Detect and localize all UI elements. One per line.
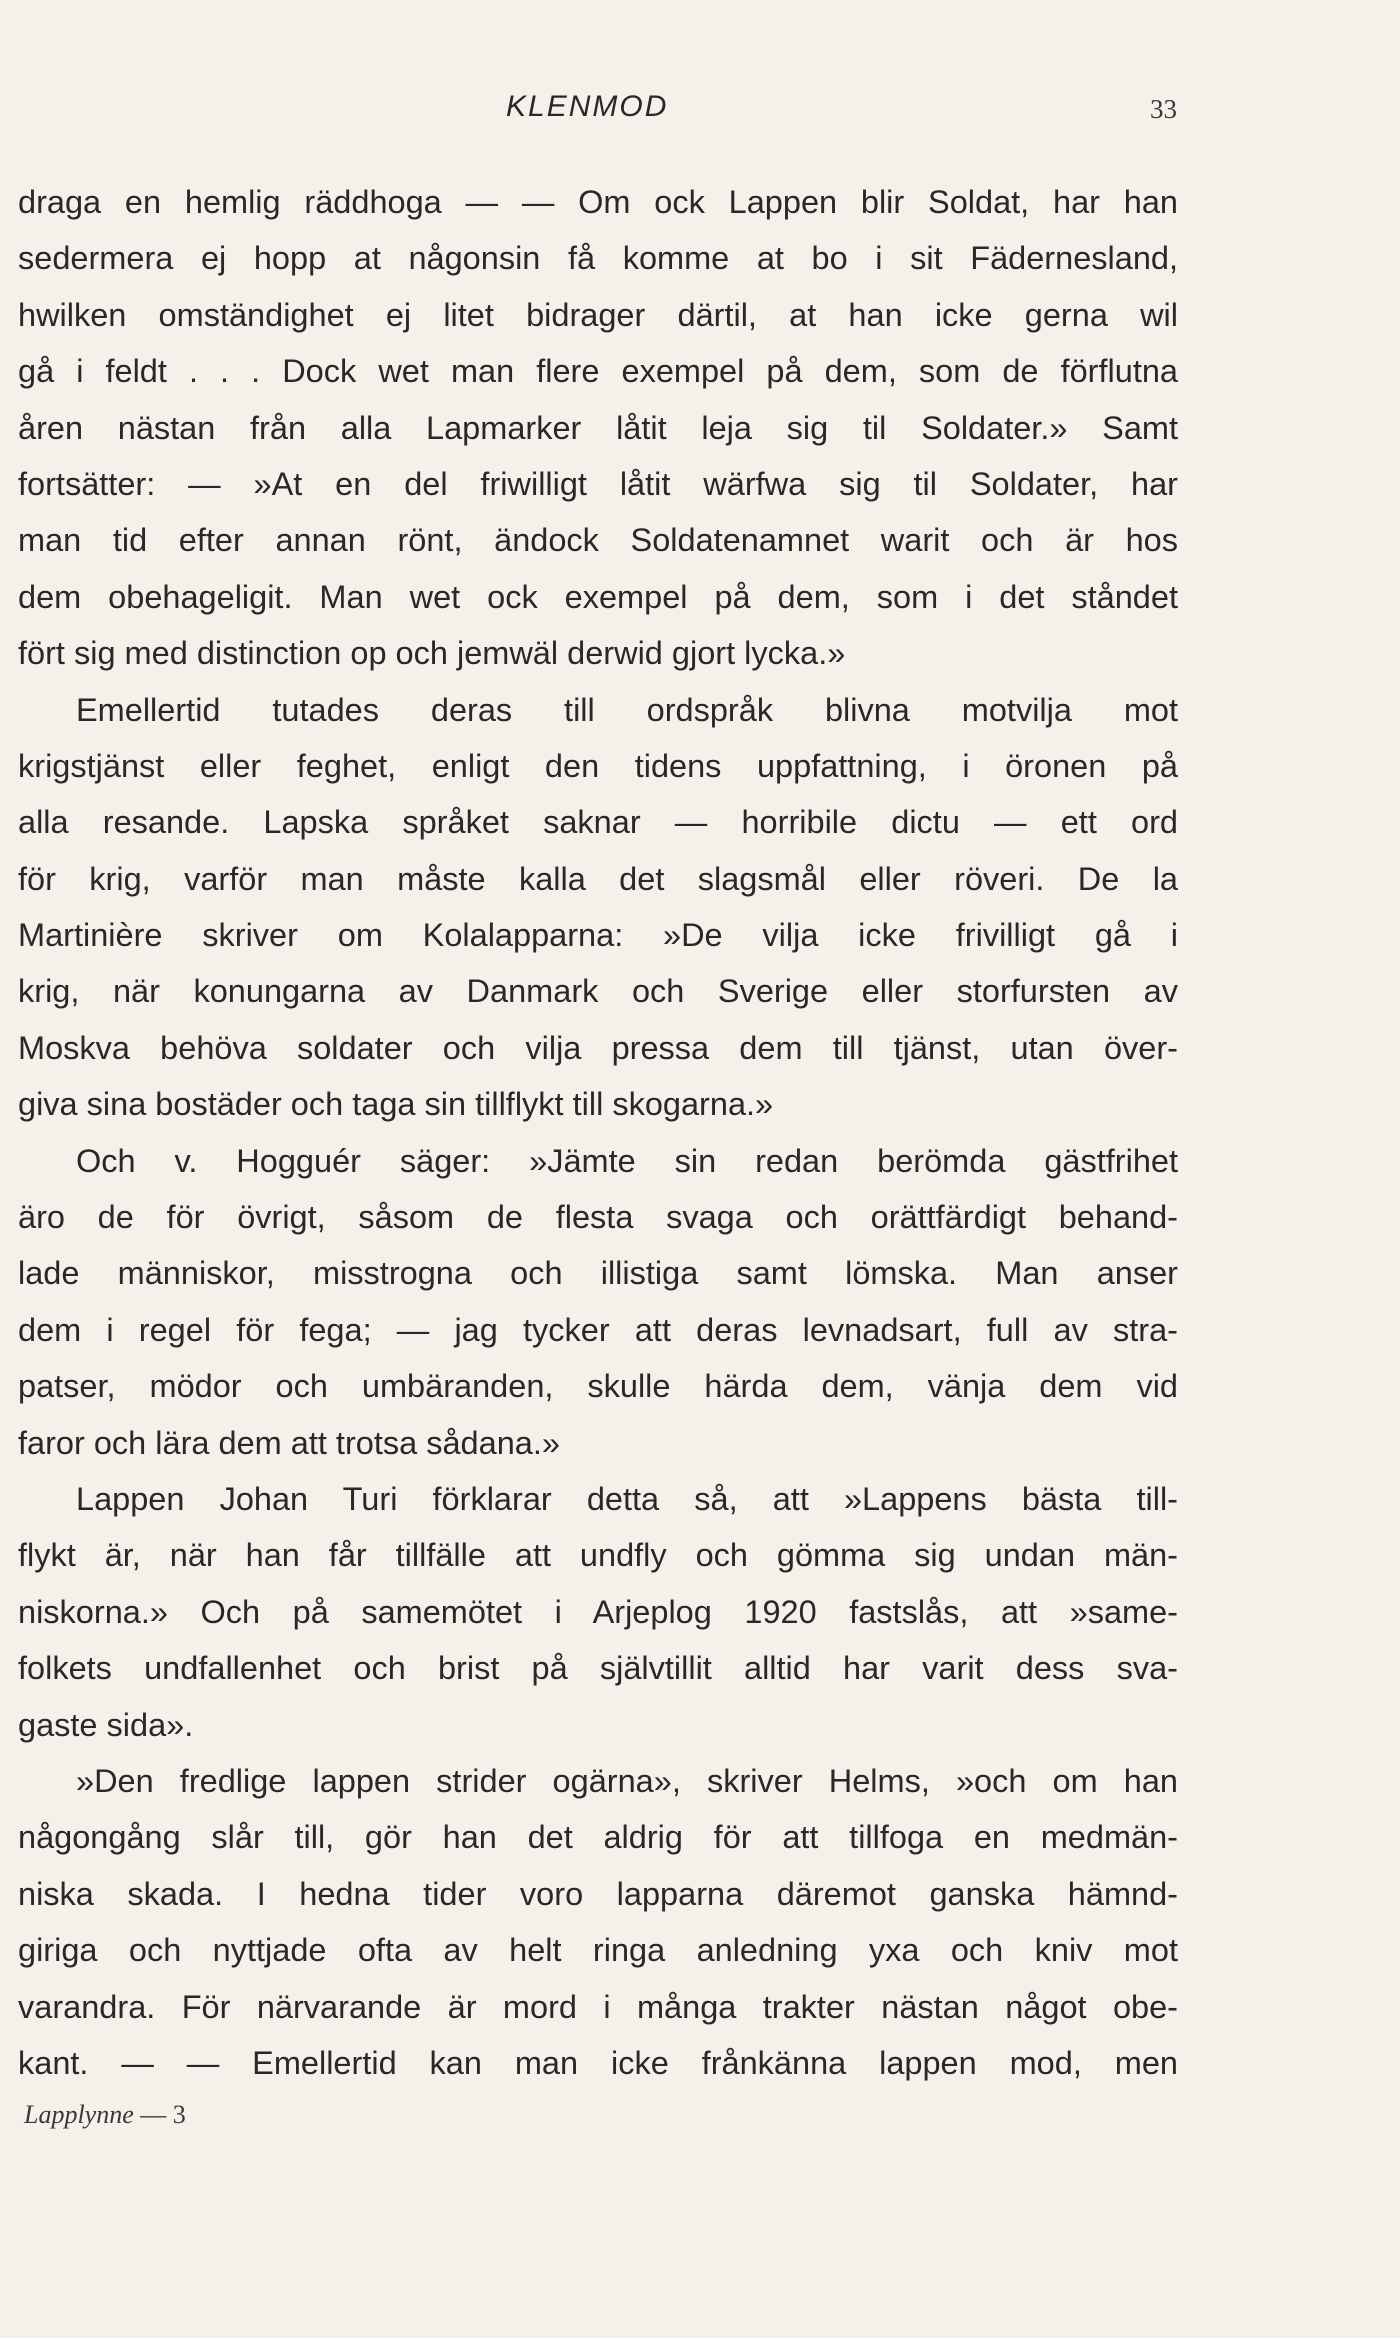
- text-line: folkets undfallenhet och brist på självtillit alltid har varit dess sva-: [18, 1650, 1178, 1687]
- text-line: flykt är, när han får tillfälle att undfly och gömma sig undan män-: [18, 1537, 1178, 1574]
- text-line: för krig, varför man måste kalla det slagsmål eller röveri. De la: [18, 860, 1178, 897]
- text-line: giriga och nyttjade ofta av helt ringa anledning yxa och kniv mot: [18, 1932, 1178, 1969]
- text-line: Emellertid tutades deras till ordspråk blivna motvilja mot: [76, 691, 1178, 728]
- text-line: niskorna.» Och på samemötet i Arjeplog 1920 fastslås, att »same-: [18, 1593, 1178, 1630]
- signature-title: Lapplynne: [24, 2100, 134, 2129]
- text-line: faror och lära dem att trotsa sådana.»: [18, 1424, 560, 1461]
- text-line: hwilken omständighet ej litet bidrager därtil, at han icke gerna wil: [18, 296, 1178, 333]
- text-line: patser, mödor och umbäranden, skulle härda dem, vänja dem vid: [18, 1368, 1178, 1405]
- text-line: fört sig med distinction op och jemwäl derwid gjort lycka.»: [18, 635, 846, 672]
- text-line: någongång slår till, gör han det aldrig för att tillfoga en medmän-: [18, 1819, 1178, 1856]
- text-line: dem obehageligit. Man wet ock exempel på dem, som i det ståndet: [18, 578, 1178, 615]
- text-line: dem i regel för fega; — jag tycker att deras levnadsart, full av stra-: [18, 1311, 1178, 1348]
- text-line: Martinière skriver om Kolalapparna: »De vilja icke frivilligt gå i: [18, 917, 1178, 954]
- text-line: gaste sida».: [18, 1706, 194, 1743]
- text-line: krigstjänst eller feghet, enligt den tidens uppfattning, i öronen på: [18, 747, 1178, 784]
- text-line: varandra. För närvarande är mord i många trakter nästan något obe-: [18, 1988, 1178, 2025]
- running-title: KLENMOD: [506, 90, 669, 123]
- text-line: man tid efter annan rönt, ändock Soldatenamnet warit och är hos: [18, 522, 1178, 559]
- text-line: äro de för övrigt, såsom de flesta svaga och orättfärdigt behand-: [18, 1199, 1178, 1236]
- text-line: lade människor, misstrogna och illistiga samt lömska. Man anser: [18, 1255, 1178, 1292]
- text-line: giva sina bostäder och taga sin tillflykt till skogarna.»: [18, 1086, 774, 1123]
- printer-signature: [24, 2100, 424, 2140]
- running-head: [0, 90, 1400, 130]
- text-line: Och v. Hogguér säger: »Jämte sin redan berömda gästfrihet: [76, 1142, 1178, 1179]
- text-line: Lappen Johan Turi förklarar detta så, att »Lappens bästa till-: [76, 1480, 1178, 1517]
- text-line: krig, när konungarna av Danmark och Sverige eller storfursten av: [18, 973, 1178, 1010]
- text-line: »Den fredlige lappen strider ogärna», skriver Helms, »och om han: [76, 1762, 1178, 1799]
- text-line: sedermera ej hopp at någonsin få komme at bo i sit Fädernesland,: [18, 240, 1178, 277]
- signature-dash: —: [133, 2100, 173, 2129]
- text-line: åren nästan från alla Lapmarker låtit leja sig til Soldater.» Samt: [18, 409, 1178, 446]
- text-line: fortsätter: — »At en del friwilligt låtit wärfwa sig til Soldater, har: [18, 465, 1178, 502]
- sheet-number: 3: [172, 2100, 186, 2129]
- text-line: niska skada. I hedna tider voro lapparna däremot ganska hämnd-: [18, 1875, 1178, 1912]
- text-line: kant. — — Emellertid kan man icke frånkänna lappen mod, men: [18, 2044, 1178, 2081]
- page-number: 33: [1150, 94, 1177, 124]
- body-text: [18, 174, 1178, 2091]
- text-line: gå i feldt . . . Dock wet man flere exempel på dem, som de förflutna: [18, 353, 1178, 390]
- text-line: Moskva behöva soldater och vilja pressa dem till tjänst, utan över-: [18, 1029, 1178, 1066]
- text-line: draga en hemlig räddhoga — — Om ock Lappen blir Soldat, har han: [18, 184, 1178, 220]
- text-line: alla resande. Lapska språket saknar — horribile dictu — ett ord: [18, 804, 1178, 841]
